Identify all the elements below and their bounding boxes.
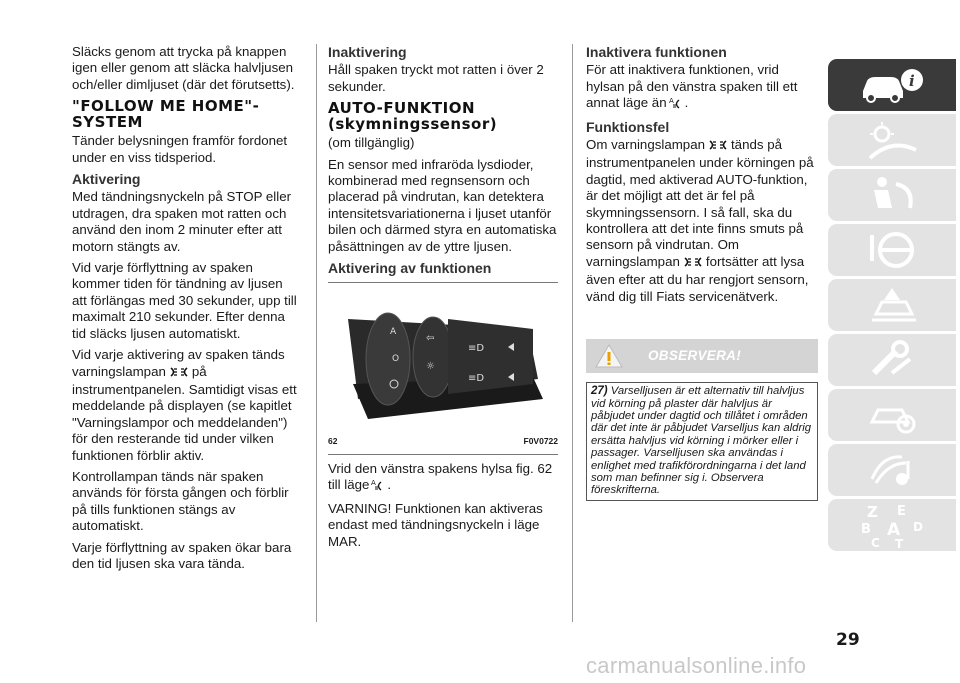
paragraph: Tänder belysningen framför fordonet under en viss tidsperiod. [72,133,288,165]
follow-me-lamp-icon [168,366,190,382]
svg-text:i: i [909,72,915,90]
follow-me-lamp-icon [682,256,704,272]
svg-text:E: E [897,504,906,519]
figure-stalk-switch [328,289,552,431]
svg-text:D: D [913,520,923,534]
figure-number: 62 [328,436,338,447]
note-number: 27) [591,385,608,398]
column-right [586,44,818,501]
tab-safety[interactable] [828,169,956,221]
paragraph [586,62,818,113]
tab-emergency[interactable] [828,279,956,331]
paragraph: VARNING! Funktionen kan aktiveras endast med tändningsnyckeln i läge MAR. [328,500,543,549]
rule [328,454,558,455]
subheading-inaktivering: Inaktivering [328,44,407,60]
column-middle [328,44,558,555]
tab-index[interactable] [828,499,956,551]
svg-text:C: C [871,536,880,549]
paragraph: Med tändningsnyckeln på STOP eller utdragen, dra spaken mot ratten och använd den inom 2 minuter efter att motorn stängts av. [72,189,292,254]
column-divider-2 [572,44,573,622]
svg-text:B: B [861,522,871,537]
subheading-funktionsfel: Funktionsfel [586,118,670,135]
steering-wheel-icon [862,229,922,271]
auto-headlight-icon [669,96,683,113]
airbag-seat-icon [862,174,922,216]
svg-text:⇦: ⇦ [426,333,435,345]
car-data-icon [862,394,922,436]
svg-text:Z: Z [867,503,878,521]
paragraph: (om tillgänglig) [328,135,415,151]
svg-text:A: A [887,520,901,540]
index-az-icon [857,501,927,549]
paragraph: Vid varje förflyttning av spaken kommer tiden för tändning av ljusen att förlängas med 30 sekunder, upp till maximalt 210 sekunder. Efter denna tid släcks ljusen automatiskt. [72,260,297,341]
svg-text:O: O [392,354,400,365]
svg-text:A: A [371,479,377,488]
observera-title: OBSERVERA! [648,348,742,364]
tab-maintenance[interactable] [828,334,956,386]
paragraph: Varje förflyttning av spaken ökar bara den tid ljusen ska vara tända. [72,539,292,571]
observera-note [586,382,818,501]
stalk-illustration [328,289,552,431]
text: . [387,477,392,493]
paragraph: Kontrollampan tänds när spaken används för första gången och förblir på tills funktionen stängs av automatiskt. [72,468,289,534]
text: tänds på instrumentpanelen under körningen på dagtid, med aktiverad AUTO-funktion, är det möjligt att det är fel på skymningssensorn. I så fall, ska du kontrollera att det inte finns smuts på sensorn på vindrutan. Om varningslampan [586,137,814,269]
column-divider-1 [316,44,317,622]
text: Vrid den vänstra spakens hylsa fig. 62 till läge [328,460,553,493]
svg-text:≡D: ≡D [468,373,485,385]
tab-dashboard-lights[interactable] [828,114,956,166]
tab-driving[interactable] [828,224,956,276]
subheading-aktivering-funktionen: Aktivering av funktionen [328,260,492,277]
text: Om varningslampan [586,137,705,153]
paragraph: Håll spaken tryckt mot ratten i över 2 sekunder. [328,62,544,94]
text: fortsätter att lysa även efter att du har rengjort sensorn, vänd dig till Fiats servicenätverk. [586,253,809,304]
text: . [684,95,689,111]
multimedia-icon [862,449,922,491]
tab-car-info[interactable] [828,59,956,111]
observera-bar [586,339,818,373]
column-left [72,44,297,577]
rule [328,282,558,283]
car-info-icon [857,65,927,105]
tab-multimedia[interactable] [828,444,956,496]
svg-text:T: T [895,537,904,549]
dashboard-lights-icon [862,120,922,160]
subheading-aktivering: Aktivering [72,171,141,188]
paragraph: Släcks genom att trycka på knappen igen eller genom att släcka halvljusen och/eller dimljuset (där det förutsetts). [72,44,295,92]
svg-text:☼: ☼ [426,361,435,373]
section-heading-follow-me-home: "FOLLOW ME HOME"-SYSTEM [72,97,260,132]
paragraph [72,347,297,464]
note-text: Varselljusen är ett alternativ till halvljus vid körning på plaster där halvljus är påbjudet under dagtid och tillåtet i områden där det inte är påbjudet Varselljus kan aldrig ersätta halvljus vid körning i mörker eller i passager. Varselljusen ska användas i enlighet med trafikförordningarna i det land som man befinner sig i. Observera föreskrifterna. [591,385,812,497]
watermark: carmanualsonline.info [586,653,807,678]
subheading-inaktivera: Inaktivera funktionen [586,44,727,60]
svg-text:A: A [390,327,397,338]
svg-text:≡D: ≡D [468,343,485,355]
section-heading-skymningssensor: (skymningssensor) [328,115,498,134]
figure-caption [328,433,558,449]
page-number: 29 [836,630,860,650]
text: på instrumentpanelen. Samtidigt visas ett meddelande på displayen (se kapitlet "Varningslampor och meddelanden") för den resterande tid under vilken funktionen förblir aktiv. [72,363,297,463]
auto-headlight-icon [371,478,385,495]
maintenance-wrench-icon [862,339,922,381]
tab-technical-data[interactable] [828,389,956,441]
text: Vid varje aktivering av spaken tänds varningslampan [72,347,285,379]
section-heading-auto-funktion: AUTO-FUNKTION [328,99,476,118]
text: För att inaktivera funktionen, vrid hylsan på den vänstra spaken till ett annat läge än [586,62,798,111]
figure-code: F0V0722 [523,436,558,447]
svg-text:A: A [668,97,674,106]
warning-triangle-icon [594,343,624,373]
follow-me-lamp-icon [707,139,729,155]
paragraph: En sensor med infraröda lysdioder, kombinerad med regnsensorn och placerad på vindrutan, kan detektera intensitetsvariationerna i ljuset utanför bilen och därmed styra en automatiska påsättningen av de yttre ljusen. [328,156,557,254]
breakdown-icon [862,284,922,326]
paragraph [586,137,818,305]
paragraph [328,461,558,496]
chapter-tabs [828,59,956,554]
